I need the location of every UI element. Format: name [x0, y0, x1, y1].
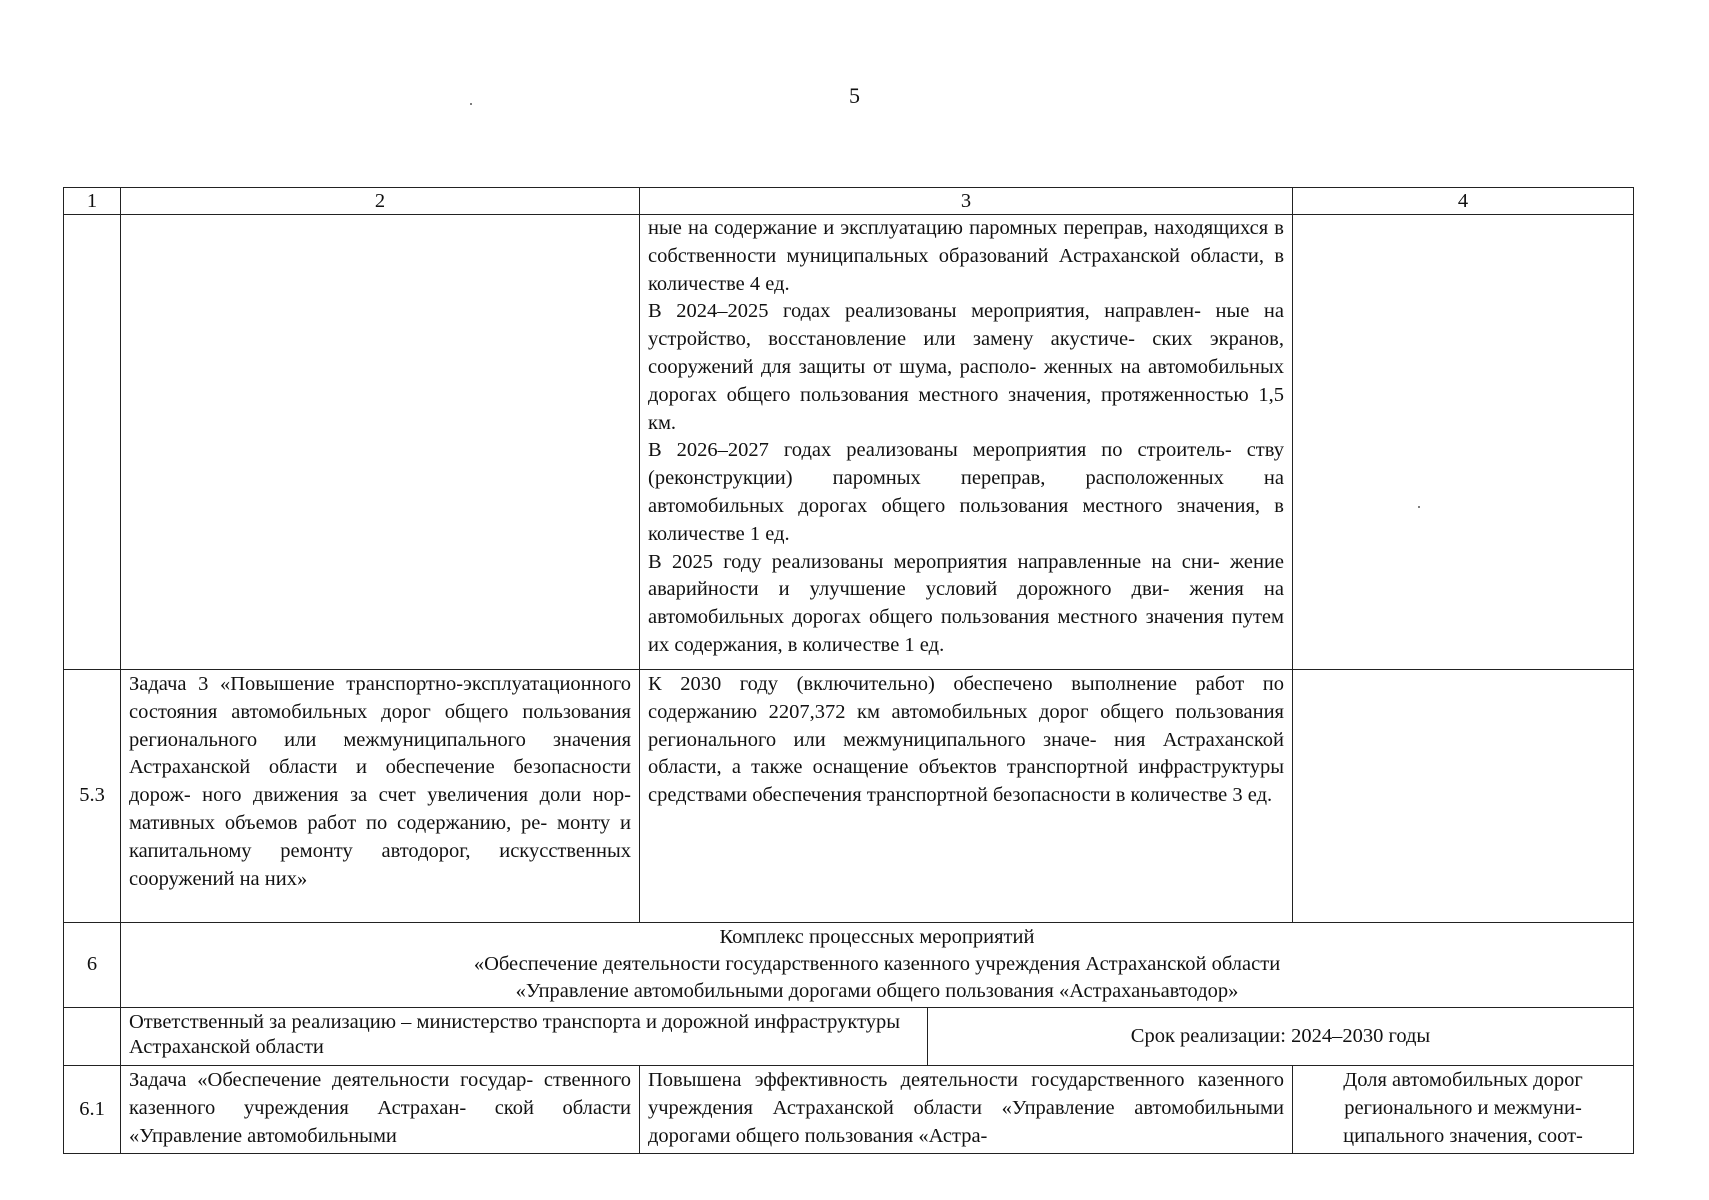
responsible-cell — [121, 1008, 928, 1066]
table-row-6-1 — [64, 1066, 1634, 1154]
page-number: 5 — [849, 83, 860, 108]
period-cell — [928, 1008, 1634, 1066]
table-row-responsible — [64, 1008, 1634, 1066]
result-5-3-text: К 2030 году (включительно) обеспечено выполнение работ по содержанию 2207,372 км автомобильных дорог общего пользования регионального или межмуниципального значе- ния Астраханской области, а также оснащение объектов транспортной инфраструктуры средствами обеспечения транспортной безопасности в количестве 3 ед. — [648, 673, 1284, 807]
result-6-1-text: Повышена эффективность деятельности государственного казенного учреждения Астраханской области «Управление автомобильными дорогами общего пользования «Астра- — [648, 1069, 1284, 1147]
cell-responsible-number-empty — [64, 1008, 121, 1066]
indicator-6-1-text: Доля автомобильных дорог регионального и межмуни- ципального значения, соот- — [1343, 1069, 1583, 1147]
indicator-5-3-empty — [1293, 670, 1634, 923]
table-row-6 — [64, 923, 1634, 1008]
result-6-1 — [640, 1066, 1293, 1154]
task-5-3 — [121, 670, 640, 923]
row-number-6: 6 — [64, 923, 121, 1008]
cell-result-continuation — [640, 215, 1293, 670]
indicator-6-1 — [1293, 1066, 1634, 1154]
row-number-5-3: 5.3 — [64, 670, 121, 923]
result-paragraph-4: В 2025 году реализованы мероприятия направленные на сни- жение аварийности и улучшение условий дорожного дви- жения на автомобильных дорогах общего пользования местного значения путем их содержания, в количестве 1 ед. — [648, 550, 1284, 656]
column-header-1: 1 — [64, 188, 121, 215]
complex-title-line-2: «Обеспечение деятельности государственного казенного учреждения Астраханской области — [473, 953, 1281, 975]
complex-title-cell — [121, 923, 1634, 1008]
result-5-3 — [640, 670, 1293, 923]
table-row-5-3 — [64, 670, 1634, 923]
column-header-3: 3 — [640, 188, 1293, 215]
program-table — [63, 187, 1634, 1154]
complex-title-line-1: Комплекс процессных мероприятий — [719, 926, 1035, 948]
responsible-text: Ответственный за реализацию – министерство транспорта и дорожной инфраструктуры Астраханской области — [129, 1011, 901, 1058]
row-number-6-1: 6.1 — [64, 1066, 121, 1154]
result-paragraph-3: В 2026–2027 годах реализованы мероприятия по строитель- ству (реконструкции) паромных переправ, расположенных на автомобильных дорогах общего пользования местного значения, в количестве 1 ед. — [648, 439, 1284, 545]
table-row-continuation — [64, 215, 1634, 670]
scan-speck — [1418, 506, 1420, 508]
column-number-header-row — [64, 188, 1634, 215]
task-5-3-text: Задача 3 «Повышение транспортно-эксплуатационного состояния автомобильных дорог общего пользования регионального или межмуниципального значения Астраханской области и обеспечение безопасности дорож- ного движения за счет увеличения доли нор- мативных объемов работ по содержанию, ре- монту и капитальному ремонту автодорог, искусственных сооружений на них» — [129, 673, 631, 890]
complex-title-line-3: «Управление автомобильными дорогами общего пользования «Астраханьавтодор» — [515, 980, 1239, 1002]
result-paragraph-2: В 2024–2025 годах реализованы мероприятия, направлен- ные на устройство, восстановление или замену акустиче- ских экранов, сооружений для защиты от шума, располо- женных на автомобильных дорогах общего пользования местного значения, протяженностью 1,5 км. — [648, 300, 1284, 434]
scan-speck — [470, 103, 472, 105]
column-header-4: 4 — [1293, 188, 1634, 215]
task-6-1 — [121, 1066, 640, 1154]
cell-task-empty — [121, 215, 640, 670]
cell-indicator-empty — [1293, 215, 1634, 670]
cell-number-empty — [64, 215, 121, 670]
period-text: Срок реализации: 2024–2030 годы — [1130, 1024, 1431, 1047]
column-header-2: 2 — [121, 188, 640, 215]
result-paragraph-1: ные на содержание и эксплуатацию паромных переправ, находящихся в собственности муниципальных образований Астраханской области, в количестве 4 ед. — [648, 217, 1284, 295]
task-6-1-text: Задача «Обеспечение деятельности государ- ственного казенного учреждения Астрахан- ской области «Управление автомобильными — [129, 1069, 631, 1147]
